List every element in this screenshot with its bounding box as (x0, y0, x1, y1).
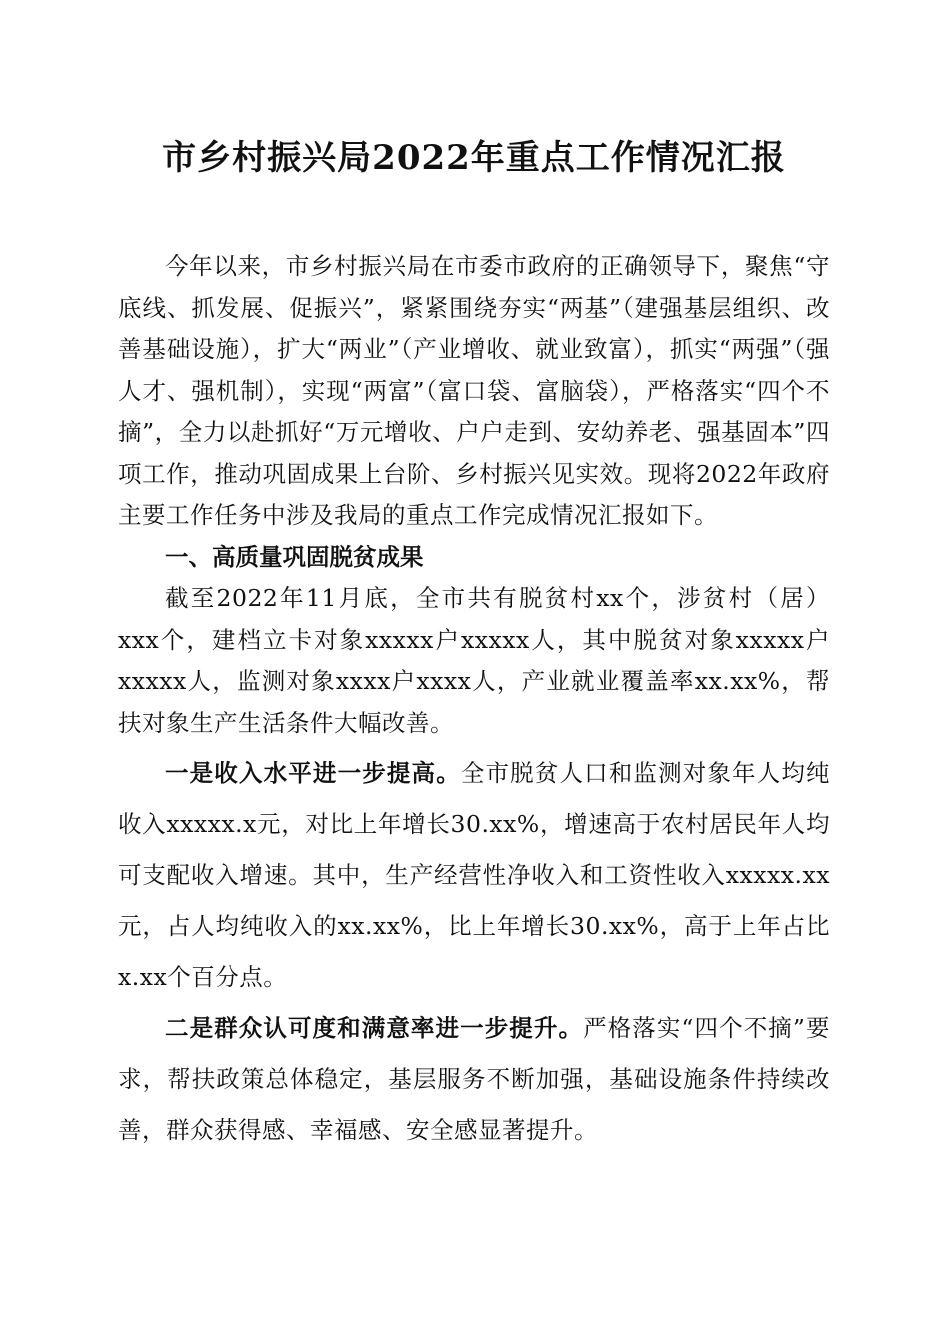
summary-paragraph: 截至2022年11月底，全市共有脱贫村xx个，涉贫村（居）xxx个，建档立卡对象xxxxx户xxxxx人，其中脱贫对象xxxxx户xxxxx人，监测对象xxxx户xxxx人，产业就业覆盖率xx.xx%，帮扶对象生产生活条件大幅改善。 (118, 584, 830, 737)
document-title: 市乡村振兴局2022年重点工作情况汇报 (162, 138, 786, 178)
section-heading: 一、高质量巩固脱贫成果 (165, 542, 424, 571)
document-page (118, 128, 830, 1156)
point-two-body: 严格落实“四个不摘”要求，帮扶政策总体稳定，基层服务不断加强，基础设施条件持续改善，群众获得感、幸福感、安全感显著提升。 (118, 1014, 831, 1144)
point-one-body: 全市脱贫人口和监测对象年人均纯收入xxxxx.x元，对比上年增长30.xx%，增速高于农村居民年人均可支配收入增速。其中，生产经营性净收入和工资性收入xxxxx.xx元，占人均纯收入的xx.xx%，比上年增长30.xx%，高于上年占比x.xx个百分点。 (118, 759, 831, 991)
point-one-lead: 一是收入水平进一步提高。 (165, 759, 461, 787)
intro-paragraph: 今年以来，市乡村振兴局在市委市政府的正确领导下，聚焦“守底线、抓发展、促振兴”，紧紧围绕夯实“两基”（建强基层组织、改善基础设施），扩大“两业”（产业增收、就业致富），抓实“两强”（强人才、强机制），实现“两富”（富口袋、富脑袋），严格落实“四个不摘”，全力以赴抓好“万元增收、户户走到、安幼养老、强基固本”四项工作，推动巩固成果上台阶、乡村振兴见实效。现将2022年政府主要工作任务中涉及我局的重点工作完成情况汇报如下。 (118, 252, 830, 529)
point-two-lead: 二是群众认可度和满意率进一步提升。 (165, 1014, 584, 1042)
point-one-paragraph (118, 748, 830, 1003)
point-two-paragraph (118, 1003, 830, 1156)
